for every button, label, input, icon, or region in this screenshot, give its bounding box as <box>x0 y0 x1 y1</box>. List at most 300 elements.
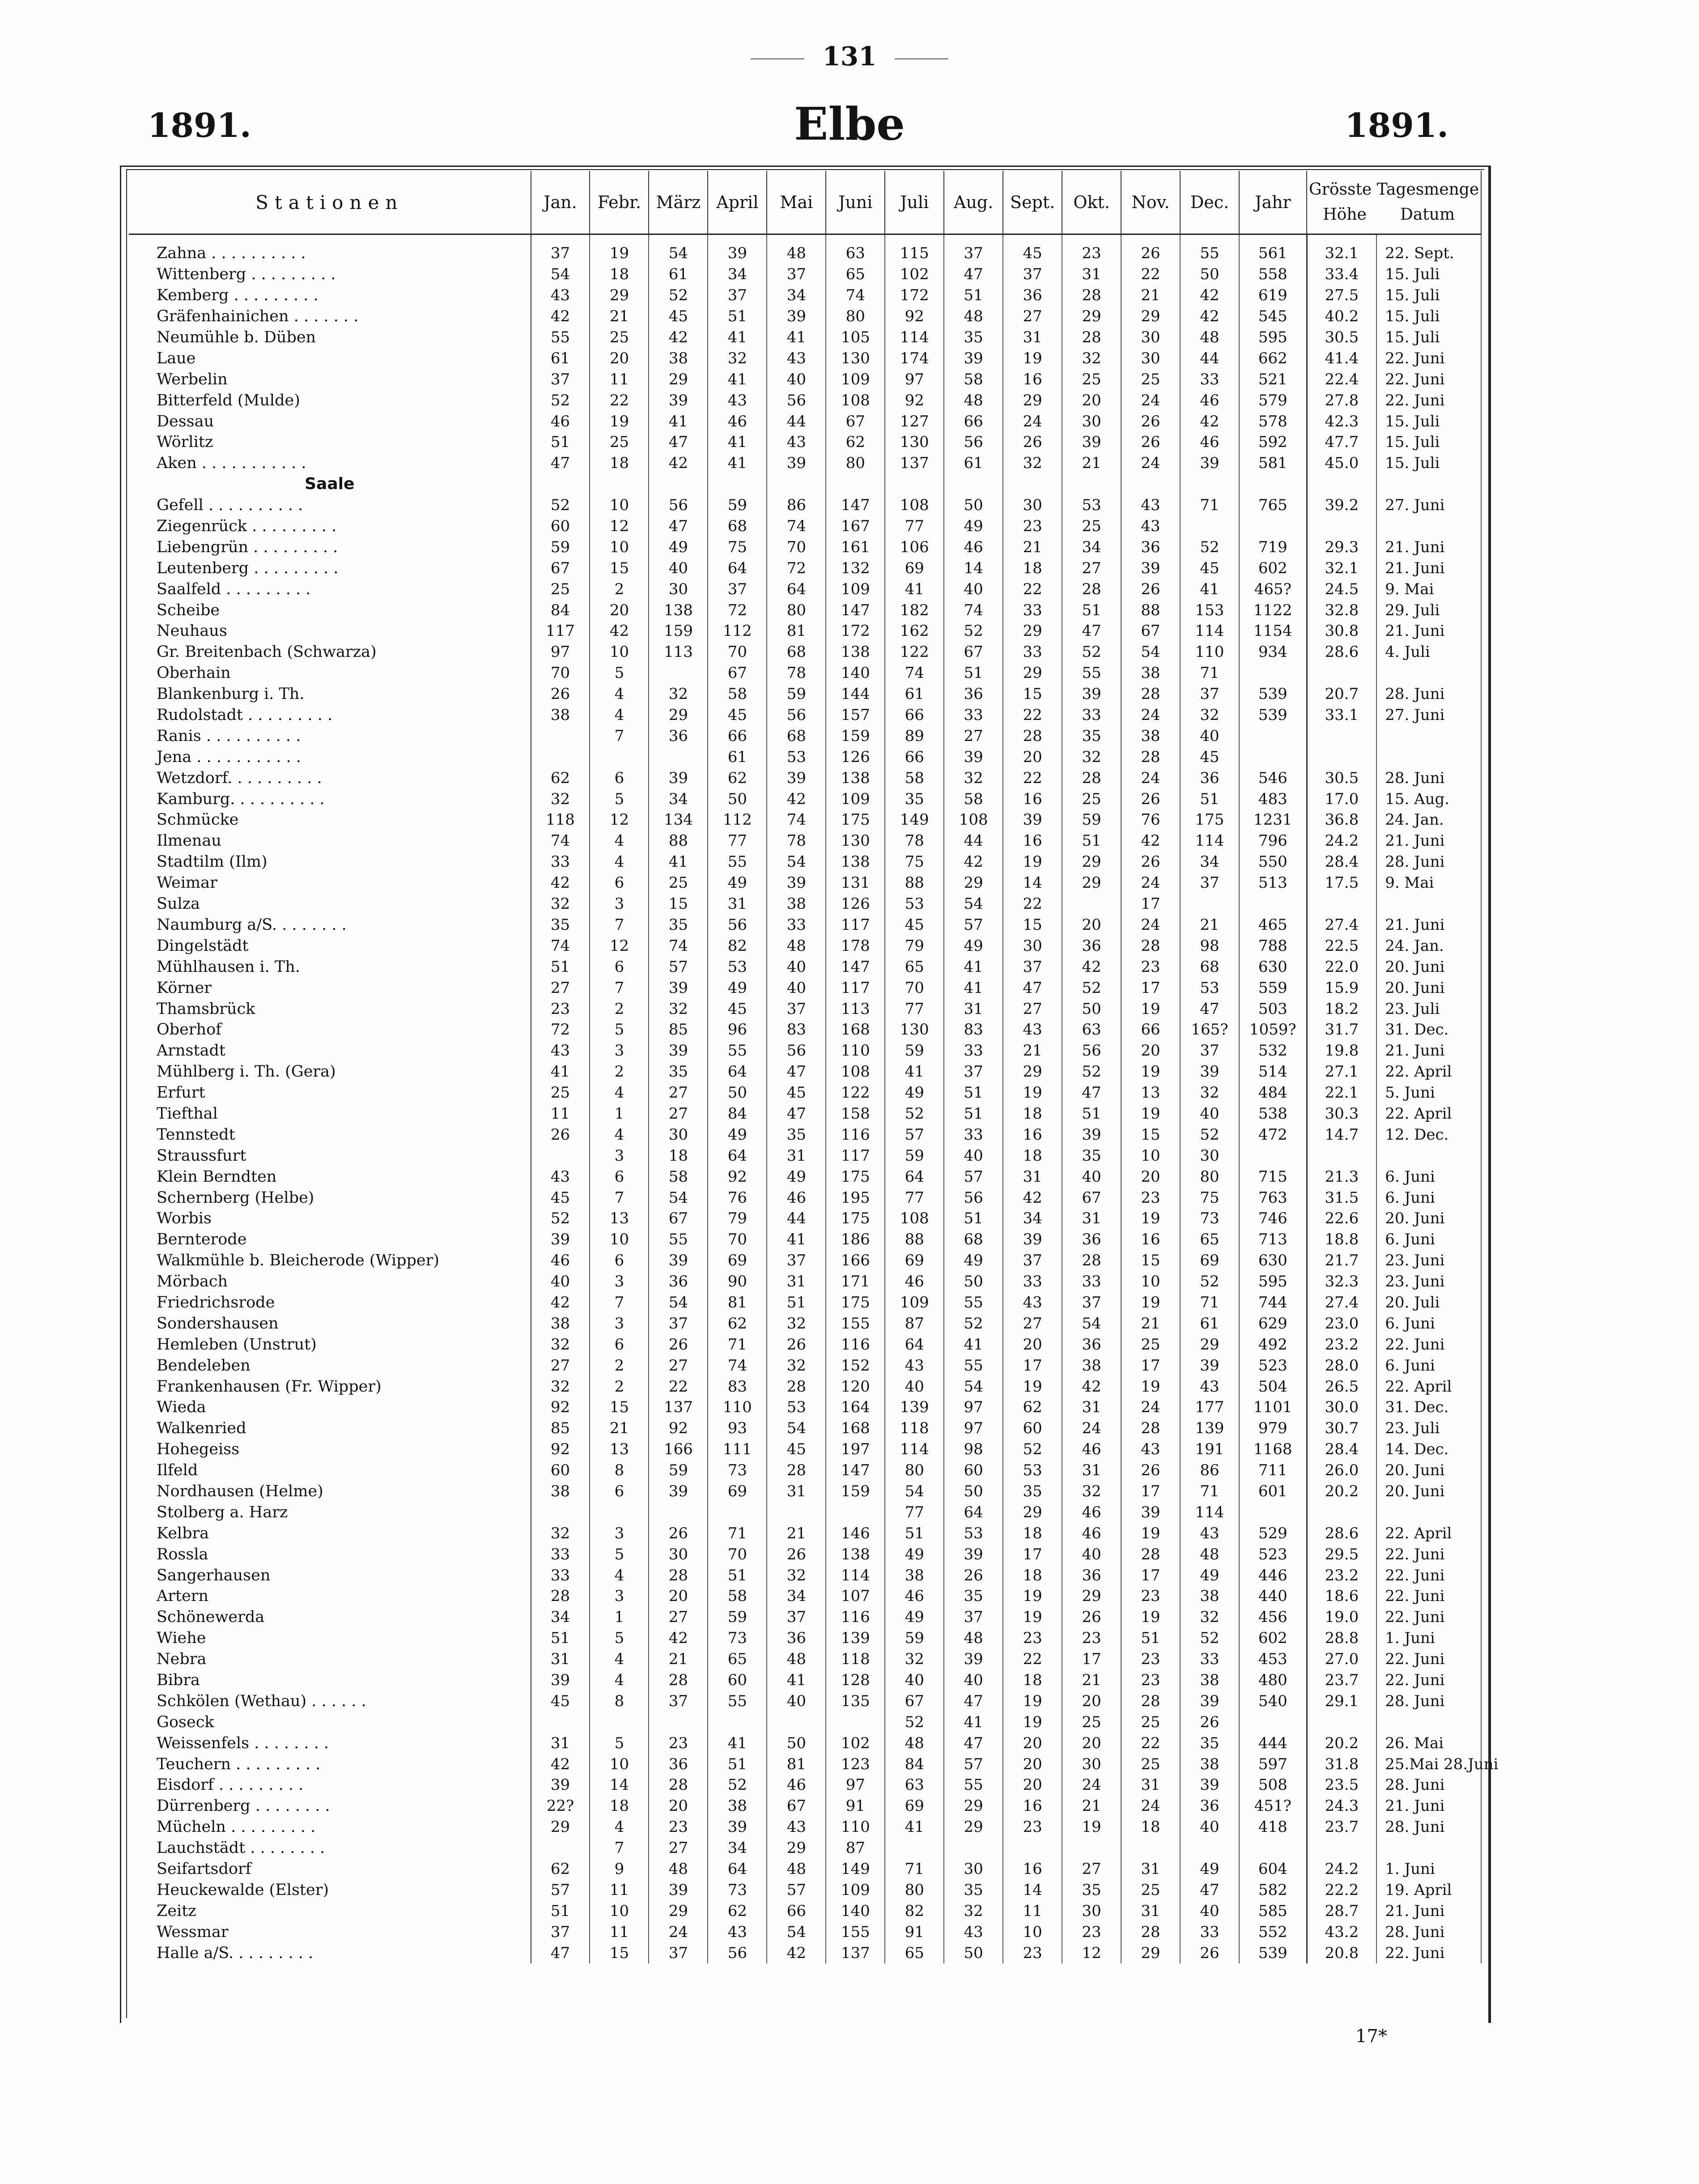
month-value: 82 <box>885 1900 944 1921</box>
year-total: 1154 <box>1239 621 1307 642</box>
max-date: 22. Juni <box>1376 1565 1481 1586</box>
month-value: 18 <box>1121 1817 1180 1838</box>
month-value: 46 <box>1062 1523 1121 1544</box>
month-value: 26 <box>649 1334 708 1355</box>
month-value: 43 <box>1180 1523 1239 1544</box>
month-value <box>1003 474 1062 495</box>
month-value: 46 <box>1180 432 1239 453</box>
month-value: 5 <box>590 788 649 809</box>
month-value: 36 <box>767 1628 826 1649</box>
month-value: 122 <box>885 642 944 663</box>
month-value: 46 <box>708 411 767 432</box>
month-value: 26 <box>767 1334 826 1355</box>
month-value: 36 <box>1062 935 1121 956</box>
station-name: Sulza <box>129 894 531 915</box>
month-value: 10 <box>590 1754 649 1775</box>
month-value: 72 <box>531 1019 590 1040</box>
table-body <box>129 234 1499 1964</box>
month-value: 60 <box>708 1670 767 1691</box>
year-total: 581 <box>1239 453 1307 474</box>
month-value: 37 <box>531 234 590 264</box>
year-total: 550 <box>1239 851 1307 873</box>
month-value: 21 <box>1003 536 1062 558</box>
max-date: 22. Juni <box>1376 1649 1481 1670</box>
month-value: 61 <box>708 746 767 767</box>
month-value: 18 <box>590 453 649 474</box>
month-value: 43 <box>1003 1292 1062 1313</box>
year-total: 595 <box>1239 1271 1307 1292</box>
month-value: 31 <box>1121 1900 1180 1921</box>
max-date: 28. Juni <box>1376 1921 1481 1942</box>
month-value: 74 <box>531 830 590 851</box>
table-row <box>129 809 1481 830</box>
station-name: Mücheln . . . . . . . . . <box>129 1817 531 1838</box>
month-value: 30 <box>944 1859 1003 1880</box>
station-name: Werbelin <box>129 369 531 390</box>
station-name: Blankenburg i. Th. <box>129 684 531 705</box>
month-value: 51 <box>708 306 767 327</box>
month-value: 4 <box>590 1565 649 1586</box>
month-value: 74 <box>767 809 826 830</box>
max-date: 22. April <box>1376 1376 1481 1397</box>
year-total: 592 <box>1239 432 1307 453</box>
month-value: 51 <box>767 1292 826 1313</box>
month-value: 175 <box>826 1166 885 1187</box>
month-value: 41 <box>767 1229 826 1250</box>
month-value: 38 <box>767 894 826 915</box>
max-date: 21. Juni <box>1376 558 1481 579</box>
month-value: 62 <box>531 1859 590 1880</box>
month-value: 74 <box>944 600 1003 621</box>
max-date: 15. Juli <box>1376 453 1481 474</box>
month-value: 28 <box>1121 684 1180 705</box>
month-value: 23 <box>1003 1628 1062 1649</box>
month-value: 175 <box>826 1208 885 1229</box>
max-date: 22. Juni <box>1376 1586 1481 1607</box>
max-height <box>1307 1711 1376 1733</box>
month-value: 30 <box>649 579 708 600</box>
month-value <box>944 474 1003 495</box>
month-value: 53 <box>944 1523 1003 1544</box>
station-name: Dessau <box>129 411 531 432</box>
year-total: 532 <box>1239 1040 1307 1061</box>
month-value: 32 <box>1003 453 1062 474</box>
month-value: 42 <box>649 453 708 474</box>
max-date: 1. Juni <box>1376 1628 1481 1649</box>
month-value: 59 <box>649 1460 708 1481</box>
year-total: 539 <box>1239 705 1307 726</box>
year-total: 559 <box>1239 977 1307 998</box>
month-value: 37 <box>708 579 767 600</box>
month-value: 52 <box>649 285 708 306</box>
month-value: 16 <box>1003 369 1062 390</box>
month-value: 29 <box>649 705 708 726</box>
month-value: 49 <box>885 1607 944 1628</box>
section-row <box>129 474 1481 495</box>
table-row <box>129 411 1481 432</box>
table-row <box>129 873 1481 894</box>
month-value: 5 <box>590 663 649 684</box>
month-value: 14 <box>590 1775 649 1796</box>
table-row <box>129 1711 1481 1733</box>
month-value: 38 <box>1180 1670 1239 1691</box>
station-name: Walkenried <box>129 1418 531 1439</box>
month-value: 41 <box>885 1061 944 1082</box>
month-value: 65 <box>885 956 944 977</box>
month-value: 112 <box>708 809 767 830</box>
max-date <box>1376 1145 1481 1166</box>
month-value: 15 <box>1121 1250 1180 1271</box>
month-value: 54 <box>767 851 826 873</box>
month-value: 147 <box>826 1460 885 1481</box>
max-height <box>1307 663 1376 684</box>
month-value: 70 <box>708 1229 767 1250</box>
month-value: 40 <box>767 1690 826 1711</box>
year-total: 539 <box>1239 684 1307 705</box>
max-height: 30.7 <box>1307 1418 1376 1439</box>
month-value: 71 <box>1180 663 1239 684</box>
month-value: 98 <box>1180 935 1239 956</box>
month-value: 53 <box>1003 1460 1062 1481</box>
year-total <box>1239 746 1307 767</box>
station-name: Teuchern . . . . . . . . . <box>129 1754 531 1775</box>
max-date: 15. Juli <box>1376 285 1481 306</box>
month-value: 51 <box>885 1523 944 1544</box>
month-value: 58 <box>885 767 944 788</box>
max-date <box>1376 1838 1481 1859</box>
month-value: 46 <box>885 1586 944 1607</box>
month-value: 84 <box>885 1754 944 1775</box>
max-height: 21.7 <box>1307 1250 1376 1271</box>
month-value: 102 <box>826 1733 885 1754</box>
month-value: 43 <box>885 1355 944 1376</box>
month-value: 4 <box>590 1670 649 1691</box>
month-value: 32 <box>1180 1607 1239 1628</box>
station-name: Straussfurt <box>129 1145 531 1166</box>
month-value: 71 <box>1180 1292 1239 1313</box>
month-value: 44 <box>944 830 1003 851</box>
month-value: 69 <box>885 558 944 579</box>
month-value: 34 <box>649 788 708 809</box>
year-total: 508 <box>1239 1775 1307 1796</box>
month-value: 27 <box>1003 1313 1062 1334</box>
month-value <box>826 1711 885 1733</box>
month-value: 48 <box>944 1628 1003 1649</box>
header-month: Aug. <box>944 171 1003 234</box>
max-height: 24.5 <box>1307 579 1376 600</box>
month-value: 25 <box>1062 516 1121 537</box>
month-value: 29 <box>1003 1502 1062 1523</box>
month-value: 4 <box>590 1124 649 1145</box>
month-value: 11 <box>590 1921 649 1942</box>
year-total: 602 <box>1239 558 1307 579</box>
month-value: 34 <box>1003 1208 1062 1229</box>
table-row <box>129 1628 1481 1649</box>
max-height: 30.8 <box>1307 621 1376 642</box>
station-name: Schkölen (Wethau) . . . . . . <box>129 1690 531 1711</box>
month-value: 60 <box>944 1460 1003 1481</box>
header-height: Höhe <box>1323 205 1367 224</box>
month-value: 23 <box>1121 956 1180 977</box>
month-value: 15 <box>590 1397 649 1418</box>
month-value: 92 <box>531 1439 590 1460</box>
month-value: 74 <box>708 1355 767 1376</box>
month-value: 24 <box>1003 411 1062 432</box>
month-value: 144 <box>826 684 885 705</box>
month-value: 28 <box>767 1376 826 1397</box>
station-name: Dingelstädt <box>129 935 531 956</box>
month-value: 72 <box>708 600 767 621</box>
table-row <box>129 767 1481 788</box>
table-row <box>129 705 1481 726</box>
table-row <box>129 788 1481 809</box>
month-value: 35 <box>767 1124 826 1145</box>
max-date <box>1376 1711 1481 1733</box>
max-date: 22. Juni <box>1376 369 1481 390</box>
month-value: 36 <box>1121 536 1180 558</box>
max-date: 22. Juni <box>1376 1670 1481 1691</box>
month-value: 161 <box>826 536 885 558</box>
month-value: 50 <box>1062 998 1121 1019</box>
month-value: 37 <box>944 1061 1003 1082</box>
month-value: 43 <box>531 1166 590 1187</box>
table-row <box>129 600 1481 621</box>
month-value: 48 <box>767 1859 826 1880</box>
month-value: 118 <box>885 1418 944 1439</box>
month-value: 67 <box>944 642 1003 663</box>
year-total: 552 <box>1239 1921 1307 1942</box>
month-value: 31 <box>767 1145 826 1166</box>
station-name: Hohegeiss <box>129 1439 531 1460</box>
month-value: 49 <box>708 977 767 998</box>
table-row <box>129 1166 1481 1187</box>
max-height: 19.8 <box>1307 1040 1376 1061</box>
month-value: 61 <box>944 453 1003 474</box>
month-value: 38 <box>1121 725 1180 746</box>
month-value: 118 <box>531 809 590 830</box>
max-height: 32.3 <box>1307 1271 1376 1292</box>
month-value: 74 <box>885 663 944 684</box>
max-height: 22.2 <box>1307 1879 1376 1900</box>
month-value: 57 <box>767 1879 826 1900</box>
month-value: 114 <box>826 1565 885 1586</box>
month-value: 17 <box>1003 1355 1062 1376</box>
month-value: 5 <box>590 1019 649 1040</box>
month-value: 63 <box>885 1775 944 1796</box>
month-value: 27 <box>531 1355 590 1376</box>
month-value: 37 <box>944 1607 1003 1628</box>
month-value: 14 <box>944 558 1003 579</box>
month-value: 41 <box>767 1670 826 1691</box>
month-value: 18 <box>649 1145 708 1166</box>
max-date: 15. Juli <box>1376 264 1481 285</box>
station-name: Sangerhausen <box>129 1565 531 1586</box>
table-row <box>129 1544 1481 1565</box>
max-height: 32.8 <box>1307 600 1376 621</box>
table-row <box>129 998 1481 1019</box>
table-row <box>129 1334 1481 1355</box>
month-value: 126 <box>826 746 885 767</box>
month-value: 39 <box>1180 453 1239 474</box>
month-value: 32 <box>1180 1082 1239 1103</box>
month-value: 51 <box>1180 788 1239 809</box>
month-value: 191 <box>1180 1439 1239 1460</box>
month-value: 40 <box>885 1670 944 1691</box>
month-value: 12 <box>1062 1942 1121 1963</box>
table-row <box>129 1208 1481 1229</box>
month-value: 73 <box>708 1628 767 1649</box>
month-value: 15 <box>649 894 708 915</box>
month-value: 114 <box>1180 830 1239 851</box>
header-month: Jan. <box>531 171 590 234</box>
month-value: 29 <box>1003 390 1062 411</box>
month-value: 53 <box>1062 495 1121 516</box>
max-date: 9. Mai <box>1376 579 1481 600</box>
station-name: Gräfenhainichen . . . . . . . <box>129 306 531 327</box>
max-height: 31.7 <box>1307 1019 1376 1040</box>
max-height: 29.3 <box>1307 536 1376 558</box>
month-value: 81 <box>767 1754 826 1775</box>
max-height: 30.5 <box>1307 767 1376 788</box>
month-value: 51 <box>944 1208 1003 1229</box>
month-value: 54 <box>531 264 590 285</box>
month-value: 26 <box>944 1565 1003 1586</box>
year-total: 630 <box>1239 1250 1307 1271</box>
month-value: 48 <box>767 234 826 264</box>
month-value: 78 <box>767 830 826 851</box>
month-value: 34 <box>708 264 767 285</box>
max-height: 28.0 <box>1307 1355 1376 1376</box>
month-value: 16 <box>1003 830 1062 851</box>
month-value: 80 <box>1180 1166 1239 1187</box>
month-value: 52 <box>531 1208 590 1229</box>
max-height: 29.1 <box>1307 1690 1376 1711</box>
max-date: 21. Juni <box>1376 830 1481 851</box>
month-value: 43 <box>767 348 826 369</box>
month-value: 36 <box>1062 1565 1121 1586</box>
month-value: 76 <box>1121 809 1180 830</box>
month-value: 32 <box>531 894 590 915</box>
month-value: 49 <box>1180 1565 1239 1586</box>
max-date: 22. Juni <box>1376 348 1481 369</box>
month-value: 117 <box>826 977 885 998</box>
month-value <box>826 474 885 495</box>
station-name: Tiefthal <box>129 1103 531 1124</box>
month-value: 17 <box>1121 894 1180 915</box>
month-value: 25 <box>1121 1334 1180 1355</box>
year-total: 453 <box>1239 1649 1307 1670</box>
max-height: 20.8 <box>1307 1942 1376 1963</box>
month-value: 27 <box>649 1607 708 1628</box>
month-value: 33 <box>1003 1271 1062 1292</box>
month-value: 39 <box>649 390 708 411</box>
month-value: 29 <box>1121 1942 1180 1963</box>
year-total: 523 <box>1239 1355 1307 1376</box>
month-value: 19 <box>1003 1376 1062 1397</box>
month-value: 32 <box>649 684 708 705</box>
month-value: 40 <box>944 579 1003 600</box>
month-value: 54 <box>885 1481 944 1502</box>
month-value: 6 <box>590 1250 649 1271</box>
month-value: 15 <box>1003 915 1062 936</box>
month-value: 20 <box>1062 1733 1121 1754</box>
month-value: 111 <box>708 1439 767 1460</box>
month-value: 13 <box>590 1208 649 1229</box>
table-row <box>129 1565 1481 1586</box>
max-date <box>1376 746 1481 767</box>
month-value: 42 <box>590 621 649 642</box>
month-value: 74 <box>649 935 708 956</box>
month-value: 19 <box>1003 851 1062 873</box>
table-row <box>129 1418 1481 1439</box>
month-value: 29 <box>1062 851 1121 873</box>
month-value: 4 <box>590 1082 649 1103</box>
month-value: 47 <box>944 1733 1003 1754</box>
month-value: 28 <box>531 1586 590 1607</box>
month-value: 68 <box>767 725 826 746</box>
month-value: 41 <box>649 411 708 432</box>
month-value: 41 <box>1180 579 1239 600</box>
month-value: 59 <box>767 684 826 705</box>
month-value: 54 <box>767 1921 826 1942</box>
month-value: 8 <box>590 1690 649 1711</box>
month-value: 20 <box>1121 1040 1180 1061</box>
year-total <box>1239 725 1307 746</box>
max-height: 28.8 <box>1307 1628 1376 1649</box>
month-value: 97 <box>885 369 944 390</box>
month-value: 47 <box>649 516 708 537</box>
month-value: 37 <box>531 369 590 390</box>
month-value: 27 <box>944 725 1003 746</box>
month-value: 23 <box>1003 1817 1062 1838</box>
month-value: 36 <box>649 725 708 746</box>
max-date: 21. Juni <box>1376 536 1481 558</box>
month-value: 25 <box>1121 1879 1180 1900</box>
month-value: 31 <box>1062 264 1121 285</box>
month-value: 35 <box>1003 1481 1062 1502</box>
month-value: 26 <box>767 1544 826 1565</box>
month-value: 9 <box>590 1859 649 1880</box>
month-value: 42 <box>767 1942 826 1963</box>
year-total: 763 <box>1239 1187 1307 1208</box>
max-date: 6. Juni <box>1376 1313 1481 1334</box>
month-value: 37 <box>1003 956 1062 977</box>
max-height: 27.0 <box>1307 1649 1376 1670</box>
month-value: 140 <box>826 1900 885 1921</box>
month-value: 45 <box>885 915 944 936</box>
month-value: 109 <box>885 1292 944 1313</box>
month-value <box>590 1711 649 1733</box>
month-value: 24 <box>1121 453 1180 474</box>
max-date: 15. Juli <box>1376 306 1481 327</box>
month-value <box>1180 1838 1239 1859</box>
max-date: 31. Dec. <box>1376 1397 1481 1418</box>
month-value: 35 <box>1062 1145 1121 1166</box>
month-value: 55 <box>1180 234 1239 264</box>
month-value: 167 <box>826 516 885 537</box>
month-value: 33 <box>1180 1921 1239 1942</box>
month-value: 86 <box>1180 1460 1239 1481</box>
month-value: 116 <box>826 1334 885 1355</box>
month-value: 174 <box>885 348 944 369</box>
month-value: 175 <box>826 809 885 830</box>
month-value: 25 <box>1062 788 1121 809</box>
month-value: 17 <box>1003 1544 1062 1565</box>
month-value: 38 <box>531 1313 590 1334</box>
month-value: 26 <box>1180 1942 1239 1963</box>
header-month: Febr. <box>590 171 649 234</box>
month-value: 12 <box>590 516 649 537</box>
